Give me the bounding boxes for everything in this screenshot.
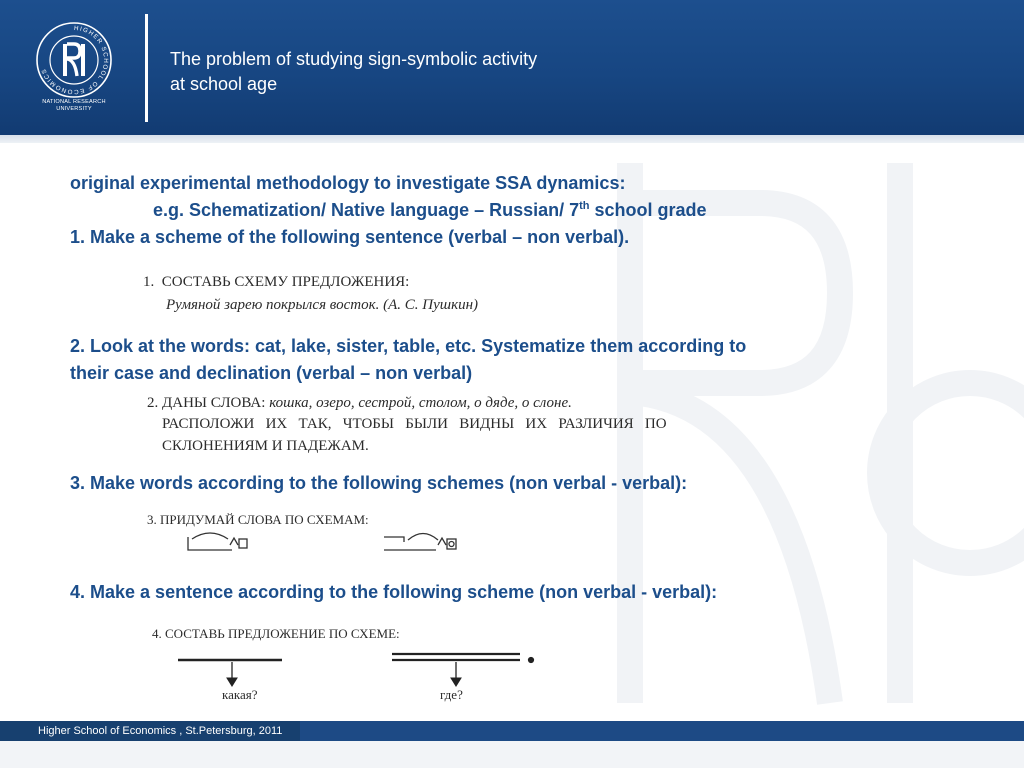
logo-caption-line1: NATIONAL RESEARCH xyxy=(42,99,106,105)
word-scheme-diagram xyxy=(180,528,470,556)
header-underline xyxy=(0,135,1024,143)
task-2-line1: 2. Look at the words: cat, lake, sister, table, etc. Systematize them according to xyxy=(70,336,747,356)
task-1: 1. Make a scheme of the following sentence (verbal – non verbal). xyxy=(70,227,630,247)
intro-line: original experimental methodology to investigate SSA dynamics: xyxy=(70,173,626,193)
example-line-suffix: school grade xyxy=(589,200,707,220)
scheme2-suffix-caret xyxy=(438,538,446,545)
header-divider xyxy=(145,14,148,122)
subject-arrow-head xyxy=(227,678,237,686)
scan-4-title: 4. СОСТАВЬ ПРЕДЛОЖЕНИЕ ПО СХЕМЕ: xyxy=(152,626,400,641)
example-line xyxy=(153,197,707,224)
scheme1-suffix-caret xyxy=(230,538,238,545)
footer-bottom-strip xyxy=(0,741,1024,768)
scan-1-quote: Румяной зарею покрылся восток. (А. С. Пушкин) xyxy=(166,297,479,313)
logo-caption xyxy=(20,99,128,113)
slide-title-line1: The problem of studying sign-symbolic activity xyxy=(170,49,538,69)
task-3: 3. Make words according to the following schemes (non verbal - verbal): xyxy=(70,473,688,493)
scheme-label-where: где? xyxy=(440,687,463,702)
scan-2-title xyxy=(147,394,572,412)
logo-caption-line2: UNIVERSITY xyxy=(56,106,92,112)
scheme1-root-bracket xyxy=(188,537,232,550)
task-2-line2: their case and declination (verbal – non verbal) xyxy=(70,363,473,383)
period-dot xyxy=(528,657,533,662)
scheme1-root-arc xyxy=(192,533,228,539)
example-line-prefix: e.g. Schematization/ Native language – Russian/ 7 xyxy=(153,200,580,220)
header-bar xyxy=(0,0,1024,135)
scheme1-ending-box xyxy=(239,539,247,548)
slide-title-line2: at school age xyxy=(170,74,278,94)
scan-1-title xyxy=(143,273,409,291)
sentence-scheme-diagram xyxy=(170,648,540,688)
scheme-label-what: какая? xyxy=(222,687,258,702)
scan-1-number: 1. xyxy=(143,274,155,290)
svg-text:HIGHER SCHOOL OF ECONOMICS: HIGHER SCHOOL OF ECONOMICS xyxy=(40,24,110,96)
scan-2-line2: РАСПОЛОЖИ ИХ ТАК, ЧТОБЫ БЫЛИ ВИДНЫ ИХ РАЗЛИЧИЯ ПО xyxy=(162,416,667,432)
scheme2-ending-dot xyxy=(449,542,454,547)
scan-2-heading: 2. ДАНЫ СЛОВА: xyxy=(147,395,266,411)
predicate-arrow-head xyxy=(451,678,461,686)
scheme2-prefix-bracket xyxy=(384,537,404,542)
scan-2-line3: СКЛОНЕНИЯМ И ПАДЕЖАМ. xyxy=(162,438,369,454)
task-4: 4. Make a sentence according to the following scheme (non verbal - verbal): xyxy=(70,582,718,602)
slide-title xyxy=(170,47,690,97)
example-line-sup: th xyxy=(579,200,590,212)
scheme2-root-arc xyxy=(408,534,438,541)
scan-1-heading: СОСТАВЬ СХЕМУ ПРЕДЛОЖЕНИЯ: xyxy=(161,274,410,290)
footer-bar xyxy=(0,721,1024,741)
scan-2-words: кошка, озеро, сестрой, столом, о дяде, о слоне. xyxy=(269,395,572,411)
footer-text: Higher School of Economics , St.Petersburg, 2011 xyxy=(38,725,283,737)
scan-3-title: 3. ПРИДУМАЙ СЛОВА ПО СХЕМАМ: xyxy=(147,512,369,527)
